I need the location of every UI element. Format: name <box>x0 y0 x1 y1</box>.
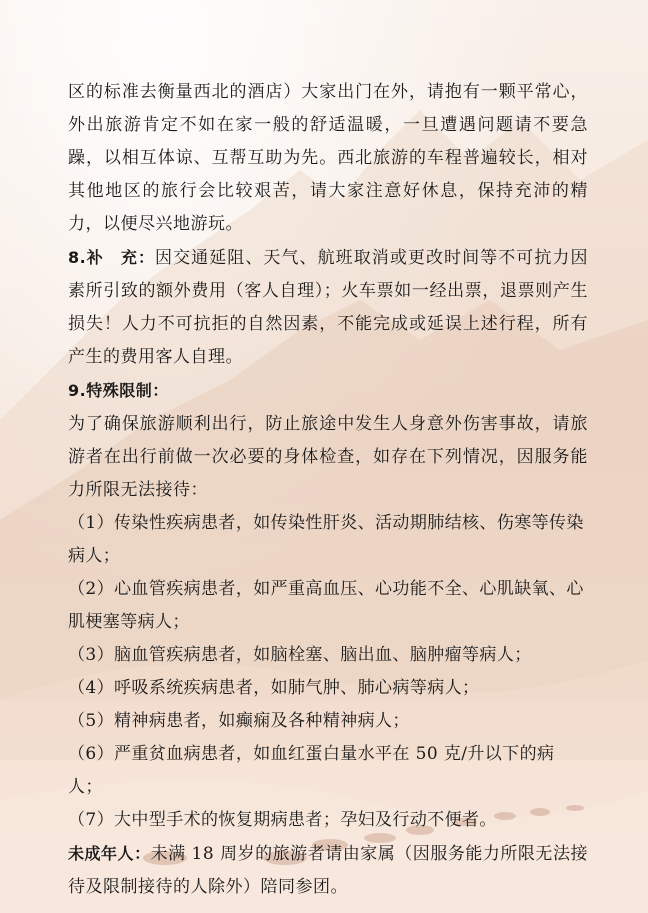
document-page <box>68 76 588 904</box>
minor-heading: 未成年人： <box>68 844 151 863</box>
restriction-item-3: （3）脑血管疾病患者，如脑栓塞、脑出血、脑肿瘤等病人； <box>68 645 532 665</box>
minor-body: 未满 18 周岁的旅游者请由家属（因服务能力所限无法接待及限制接待的人除外）陪同参团。 <box>68 844 588 897</box>
restriction-heading: 9.特殊限制： <box>68 381 169 400</box>
intro-paragraph: 区的标准去衡量西北的酒店）大家出门在外，请抱有一颗平常心，外出旅游肯定不如在家一般的舒适温暖，一旦遭遇问题请不要急躁，以相互体谅、互帮互助为先。西北旅游的车程普遍较长，相对其他地区的旅行会比较艰苦，请大家注意好休息，保持充沛的精力，以便尽兴地游玩。 <box>68 82 588 234</box>
supplement-heading: 8.补 充： <box>68 248 156 267</box>
supplement-body: 因交通延阻、天气、航班取消或更改时间等不可抗力因素所引致的额外费用（客人自理）；火车票如一经出票，退票则产生损失！人力不可抗拒的自然因素，不能完成或延误上述行程，所有产生的费用客人自理。 <box>68 248 588 367</box>
restriction-body: 为了确保旅游顺利出行，防止旅途中发生人身意外伤害事故，请旅游者在出行前做一次必要的身体检查，如存在下列情况，因服务能力所限无法接待： <box>68 414 588 500</box>
restriction-item-7: （7）大中型手术的恢复期病患者；孕妇及行动不便者。 <box>68 810 497 830</box>
restriction-item-1: （1）传染性疾病患者，如传染性肝炎、活动期肺结核、伤寒等传染病人； <box>68 513 584 566</box>
restriction-item-6: （6）严重贫血病患者，如血红蛋白量水平在 50 克/升以下的病人； <box>68 744 555 797</box>
supplement-section <box>68 241 588 374</box>
restriction-item-5: （5）精神病患者，如癫痫及各种精神病人； <box>68 711 410 731</box>
minor-section <box>68 837 588 904</box>
restriction-item-2: （2）心血管疾病患者，如严重高血压、心功能不全、心肌缺氧、心肌梗塞等病人； <box>68 579 584 632</box>
restriction-heading-line <box>68 374 588 408</box>
restriction-item-4: （4）呼吸系统疾病患者，如肺气肿、肺心病等病人； <box>68 678 480 698</box>
